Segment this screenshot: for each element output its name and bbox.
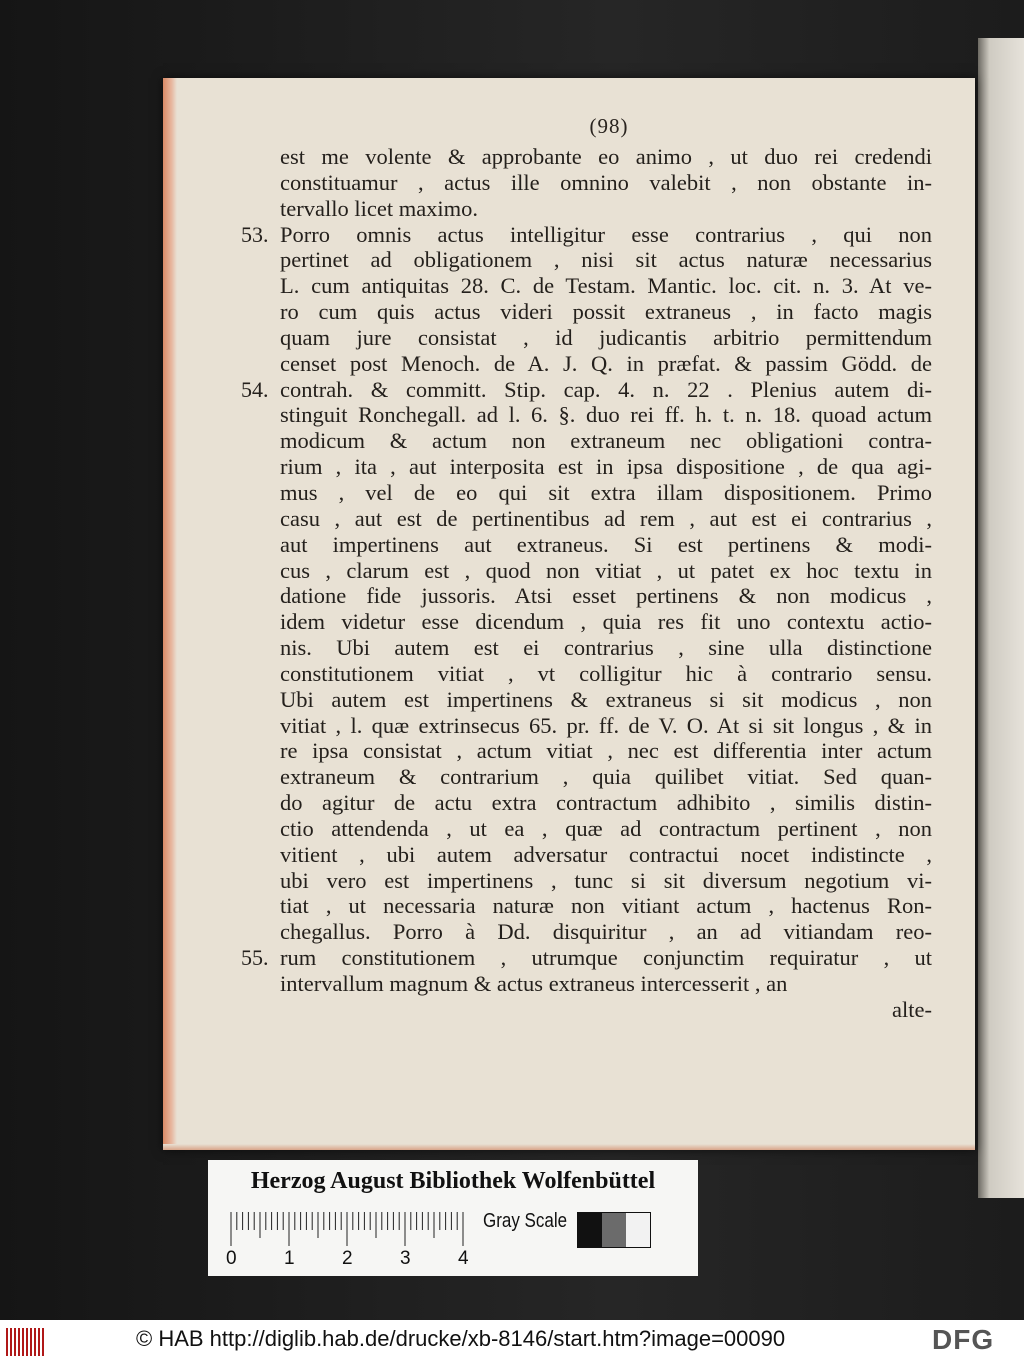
text-line: re ipsa consistat , actum vitiat , nec est differentia inter actum	[280, 738, 932, 764]
margin-section-number: 54.	[241, 376, 269, 402]
ruler-ticks	[230, 1210, 470, 1250]
text-line: rum constitutionem , utrumque conjunctim requiratur , ut	[280, 945, 932, 971]
text-line: pertinet ad obligationem , nisi sit actus naturæ necessarius	[280, 247, 932, 273]
ruler-number: 0	[226, 1248, 237, 1269]
text-line: vitiat , l. quæ extrinsecus 65. pr. ff. de V. O. At si sit longus , & in	[280, 712, 932, 738]
text-line: modicum & actum non extraneum nec obligationi contra-	[280, 428, 932, 454]
page-left-edge	[163, 78, 177, 1150]
gray-scale-label: Gray Scale	[483, 1210, 568, 1232]
barcode-icon	[6, 1328, 46, 1356]
text-line: vitient , ubi autem adversatur contractui nocet indistincte ,	[280, 841, 932, 867]
library-name: Herzog August Bibliothek Wolfenbüttel	[250, 1168, 656, 1194]
text-line: do agitur de actu extra contractum adhibito , similis distin-	[280, 790, 932, 816]
ruler-number: 2	[342, 1248, 353, 1269]
footer-bar	[0, 1320, 1024, 1362]
text-line: tervallo licet maximo.	[280, 195, 479, 221]
text-line: datione fide jussoris. Atsi esset pertinens & non modicus ,	[280, 583, 932, 609]
text-line: constitutionem vitiat , vt colligitur hic à contrario sensu.	[280, 660, 932, 686]
adjacent-page-edge	[978, 38, 1024, 1198]
text-line: nis. Ubi autem est ei contrarius , sine ulla distinctione	[280, 635, 932, 661]
ruler-number: 3	[400, 1248, 411, 1269]
text-line: ctio attendenda , ut ea , quæ ad contractum pertinent , non	[280, 815, 932, 841]
text-line: casu , aut est de pertinentibus ad rem , aut est ei contrarius ,	[280, 505, 932, 531]
scale-ruler-card	[208, 1160, 698, 1276]
text-line: ro cum quis actus videri possit extraneus , in facto magis	[280, 299, 932, 325]
text-line: Ubi autem est impertinens & extraneus si sit modicus , non	[280, 686, 932, 712]
text-line: censet post Menoch. de A. J. Q. in præfat. & passim Gödd. de	[280, 350, 932, 376]
text-line: constituamur , actus ille omnino valebit , non obstante in-	[280, 169, 932, 195]
text-line: extraneum & contrarium , quia quilibet vitiat. Sed quan-	[280, 764, 932, 790]
text-line: idem videtur esse dicendum , quia res fit uno contextu actio-	[280, 609, 932, 635]
text-line: rium , ita , aut interposita est in ipsa dispositione , de qua agi-	[280, 454, 932, 480]
ruler-number: 1	[284, 1248, 295, 1269]
text-line: stinguit Ronchegall. ad l. 6. §. duo rei ff. h. t. n. 18. quoad actum	[280, 402, 932, 428]
page-text-block	[280, 144, 932, 1023]
text-line: est me volente & approbante eo animo , ut duo rei credendi	[280, 144, 932, 169]
gray-scale-swatches	[577, 1212, 651, 1248]
ruler-number: 4	[458, 1248, 469, 1269]
text-line: contrah. & committ. Stip. cap. 4. n. 22 . Plenius autem di-	[280, 376, 932, 402]
gray-swatch	[578, 1213, 602, 1247]
ruler-numbers	[226, 1248, 470, 1270]
margin-section-number: 53.	[241, 221, 269, 247]
text-line: tiat , ut necessaria naturæ non vitiant actum , hactenus Ron-	[280, 893, 932, 919]
gray-swatch	[626, 1213, 650, 1247]
text-line: aut impertinens aut extraneus. Si est pertinens & modi-	[280, 531, 932, 557]
gray-swatch	[602, 1213, 626, 1247]
text-line: mus , vel de eo qui sit extra illam dispositionem. Primo	[280, 479, 932, 505]
catchword: alte-	[892, 996, 932, 1022]
text-line: chegallus. Porro à Dd. disquiritur , an ad vitiandam reo-	[280, 919, 932, 945]
page-bottom-edge	[163, 1144, 975, 1150]
text-line: quam jure consistat , id judicantis arbitrio permittendum	[280, 324, 932, 350]
dfg-logo: DFG	[932, 1324, 995, 1355]
text-line: L. cum antiquitas 28. C. de Testam. Mantic. loc. cit. n. 3. At ve-	[280, 273, 932, 299]
book-page	[163, 78, 975, 1150]
page-number-header: (98)	[589, 114, 629, 138]
footer-url-text[interactable]: © HAB http://diglib.hab.de/drucke/xb-8146/start.htm?image=00090	[136, 1326, 786, 1351]
text-line: Porro omnis actus intelligitur esse contrarius , qui non	[280, 221, 932, 247]
text-line: intervallum magnum & actus extraneus intercesserit , an	[280, 971, 788, 996]
text-line: cus , clarum est , quod non vitiat , ut patet ex hoc textu in	[280, 557, 932, 583]
text-line: ubi vero est impertinens , tunc si sit diversum negotium vi-	[280, 867, 932, 893]
margin-section-number: 55.	[241, 945, 269, 971]
